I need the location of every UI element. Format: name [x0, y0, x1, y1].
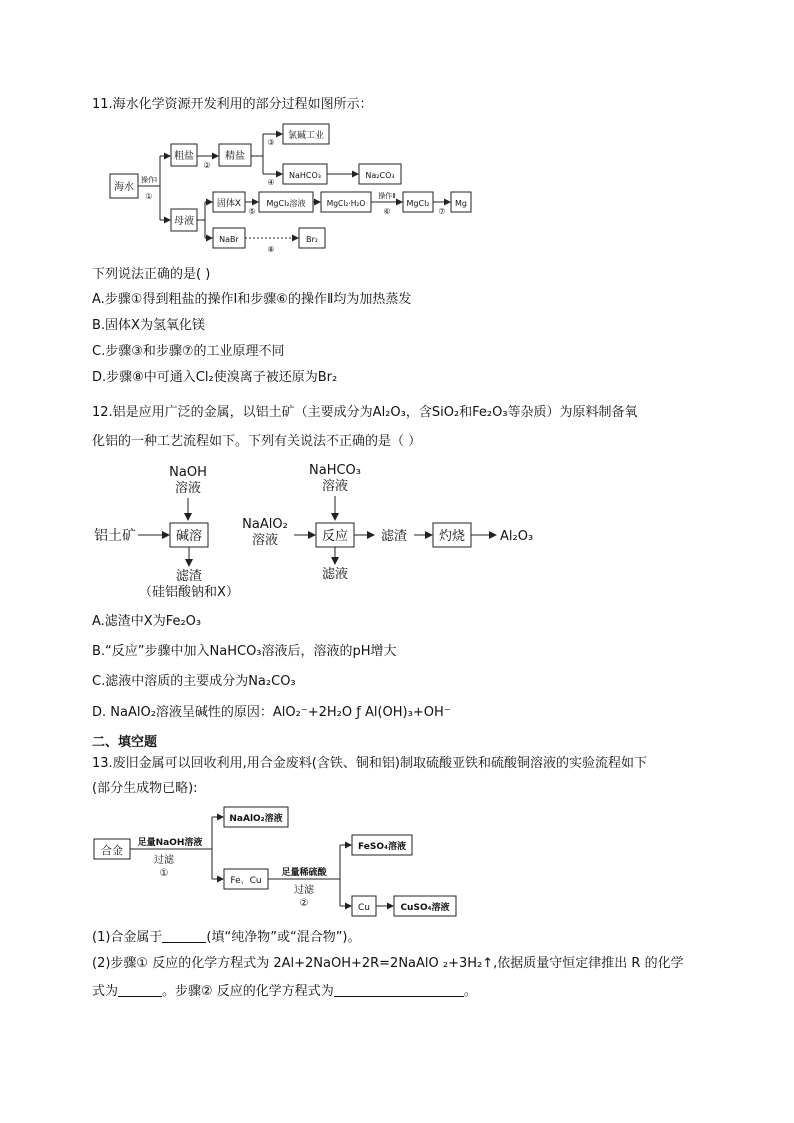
label-naoh-2: 溶液	[174, 481, 202, 496]
label-naalo2-2: 溶液	[251, 533, 279, 548]
label-hejin: 合金	[101, 844, 123, 857]
label-lvjian: 氯碱工业	[287, 131, 325, 141]
label-guti: 固体X	[216, 199, 242, 209]
label-step1-13: ①	[159, 868, 169, 879]
label-mgcl2: MgCl₂	[406, 199, 430, 208]
q12-flow-diagram	[92, 460, 572, 600]
q12-stem-line1: 12.铝是应用广泛的金属，以铝土矿（主要成分为Al₂O₃，含SiO₂和Fe₂O₃等杂质）为原料制备氧	[92, 405, 638, 420]
label-muye: 母液	[174, 216, 194, 227]
label-cu: Cu	[358, 903, 370, 913]
q13-stem-line2: (部分生成物已略):	[92, 781, 198, 796]
q13-sub2-text-d: 。	[463, 984, 477, 999]
label-caozuo1: 操作Ⅰ	[140, 176, 158, 184]
q11-option-d: D.步骤⑧中可通入Cl₂使溴离子被还原为Br₂	[92, 370, 338, 385]
label-lvzha2: 滤渣	[175, 569, 203, 584]
label-zhuoshao: 灼烧	[438, 529, 466, 544]
label-step7: ⑦	[438, 207, 446, 216]
label-feso4: FeSO₄溶液	[358, 842, 406, 852]
q12-option-b: B.“反应”步骤中加入NaHCO₃溶液后，溶液的pH增大	[92, 644, 397, 659]
label-zuliang-h2so4: 足量稀硫酸	[281, 868, 327, 878]
q11-option-a: A.步骤①得到粗盐的操作Ⅰ和步骤⑥的操作Ⅱ均为加热蒸发	[92, 292, 412, 307]
label-nabr: NaBr	[219, 235, 239, 244]
label-step4: ④	[267, 178, 275, 187]
label-guolv1: 过滤	[154, 855, 174, 866]
label-fecu: Fe、Cu	[230, 876, 262, 886]
label-nahco3-1: NaHCO₃	[309, 463, 361, 478]
label-cuyan: 粗盐	[174, 151, 194, 162]
label-na2co3: Na₂CO₃	[365, 171, 395, 180]
label-naalo2-1: NaAlO₂	[242, 517, 288, 532]
answer-blank-3[interactable]	[334, 982, 464, 997]
label-fanying: 反应	[321, 529, 349, 544]
q11-prompt: 下列说法正确的是( )	[92, 267, 211, 282]
label-step2-13: ②	[299, 898, 309, 909]
q13-sub2-line2	[92, 982, 477, 1002]
label-step5: ⑤	[248, 207, 256, 216]
label-mgcl2-sol: MgCl₂溶液	[266, 199, 306, 208]
label-mgcl2-h2o: MgCl₂·H₂O	[326, 199, 366, 208]
label-al2o3: Al₂O₃	[500, 529, 534, 544]
label-step3: ③	[267, 138, 275, 147]
q13-sub2-line1: (2)步骤① 反应的化学方程式为 2Al+2NaOH+2R=2NaAlO ₂+3H₂↑,依据质量守恒定律推出 R 的化学	[92, 956, 684, 971]
label-zuliang-naoh: 足量NaOH溶液	[137, 838, 203, 848]
label-jingyan: 精盐	[225, 151, 245, 162]
q11-option-c: C.步骤③和步骤⑦的工业原理不同	[92, 344, 285, 359]
label-naoh-1: NaOH	[169, 465, 207, 480]
q13-stem-line1: 13.废旧金属可以回收利用,用合金废料(含铁、铜和铝)制取硫酸亚铁和硫酸铜溶液的实验流程如下	[92, 756, 647, 771]
section-heading: 二、填空题	[92, 735, 158, 750]
q13-sub1-text-b: (填“纯净物”或“混合物”)。	[206, 930, 361, 945]
label-step6: ⑥	[383, 207, 391, 216]
q11-flow-diagram	[105, 122, 485, 254]
q12-option-c: C.滤液中溶质的主要成分为Na₂CO₃	[92, 674, 296, 689]
label-jianrong: 碱溶	[175, 529, 203, 544]
label-lvzha2-note: （硅铝酸钠和X）	[139, 585, 239, 600]
q12-option-a: A.滤渣中X为Fe₂O₃	[92, 614, 202, 629]
label-caozuo2: 操作Ⅱ	[378, 192, 396, 200]
q12-stem-line2: 化铝的一种工艺流程如下。下列有关说法不正确的是（ ）	[92, 434, 422, 449]
label-lvtukuang: 铝土矿	[94, 528, 136, 544]
label-naalo2: NaAlO₂溶液	[229, 814, 283, 824]
label-step1: ①	[145, 192, 153, 201]
label-lvye: 滤液	[321, 567, 349, 582]
q13-sub1	[92, 928, 361, 948]
label-br2: Br₂	[306, 235, 318, 244]
q11-stem: 11.海水化学资源开发利用的部分过程如图所示：	[92, 97, 373, 112]
q13-sub2-text-b: 式为	[92, 984, 119, 999]
q13-sub1-text-a: (1)合金属于	[92, 930, 163, 945]
q12-option-d: D. NaAlO₂溶液呈碱性的原因：AlO₂⁻+2H₂O ƒ Al(OH)₃+OH⁻	[92, 705, 451, 720]
label-nahco3-2: 溶液	[321, 479, 349, 494]
q13-sub2-text-c: 。步骤② 反应的化学方程式为	[162, 984, 334, 999]
answer-blank-2[interactable]	[118, 982, 162, 997]
label-cuso4: CuSO₄溶液	[400, 903, 450, 913]
q11-option-b: B.固体X为氢氧化镁	[92, 318, 205, 333]
label-step8: ⑧	[267, 245, 275, 254]
answer-blank-1[interactable]	[162, 928, 206, 943]
label-guolv2: 过滤	[294, 885, 314, 896]
label-mg: Mg	[455, 199, 467, 208]
label-haishui: 海水	[114, 182, 134, 193]
q13-flow-diagram	[92, 805, 472, 921]
label-lvzha: 滤渣	[380, 529, 408, 544]
label-nahco3: NaHCO₃	[289, 171, 321, 180]
label-step2: ②	[203, 161, 211, 170]
